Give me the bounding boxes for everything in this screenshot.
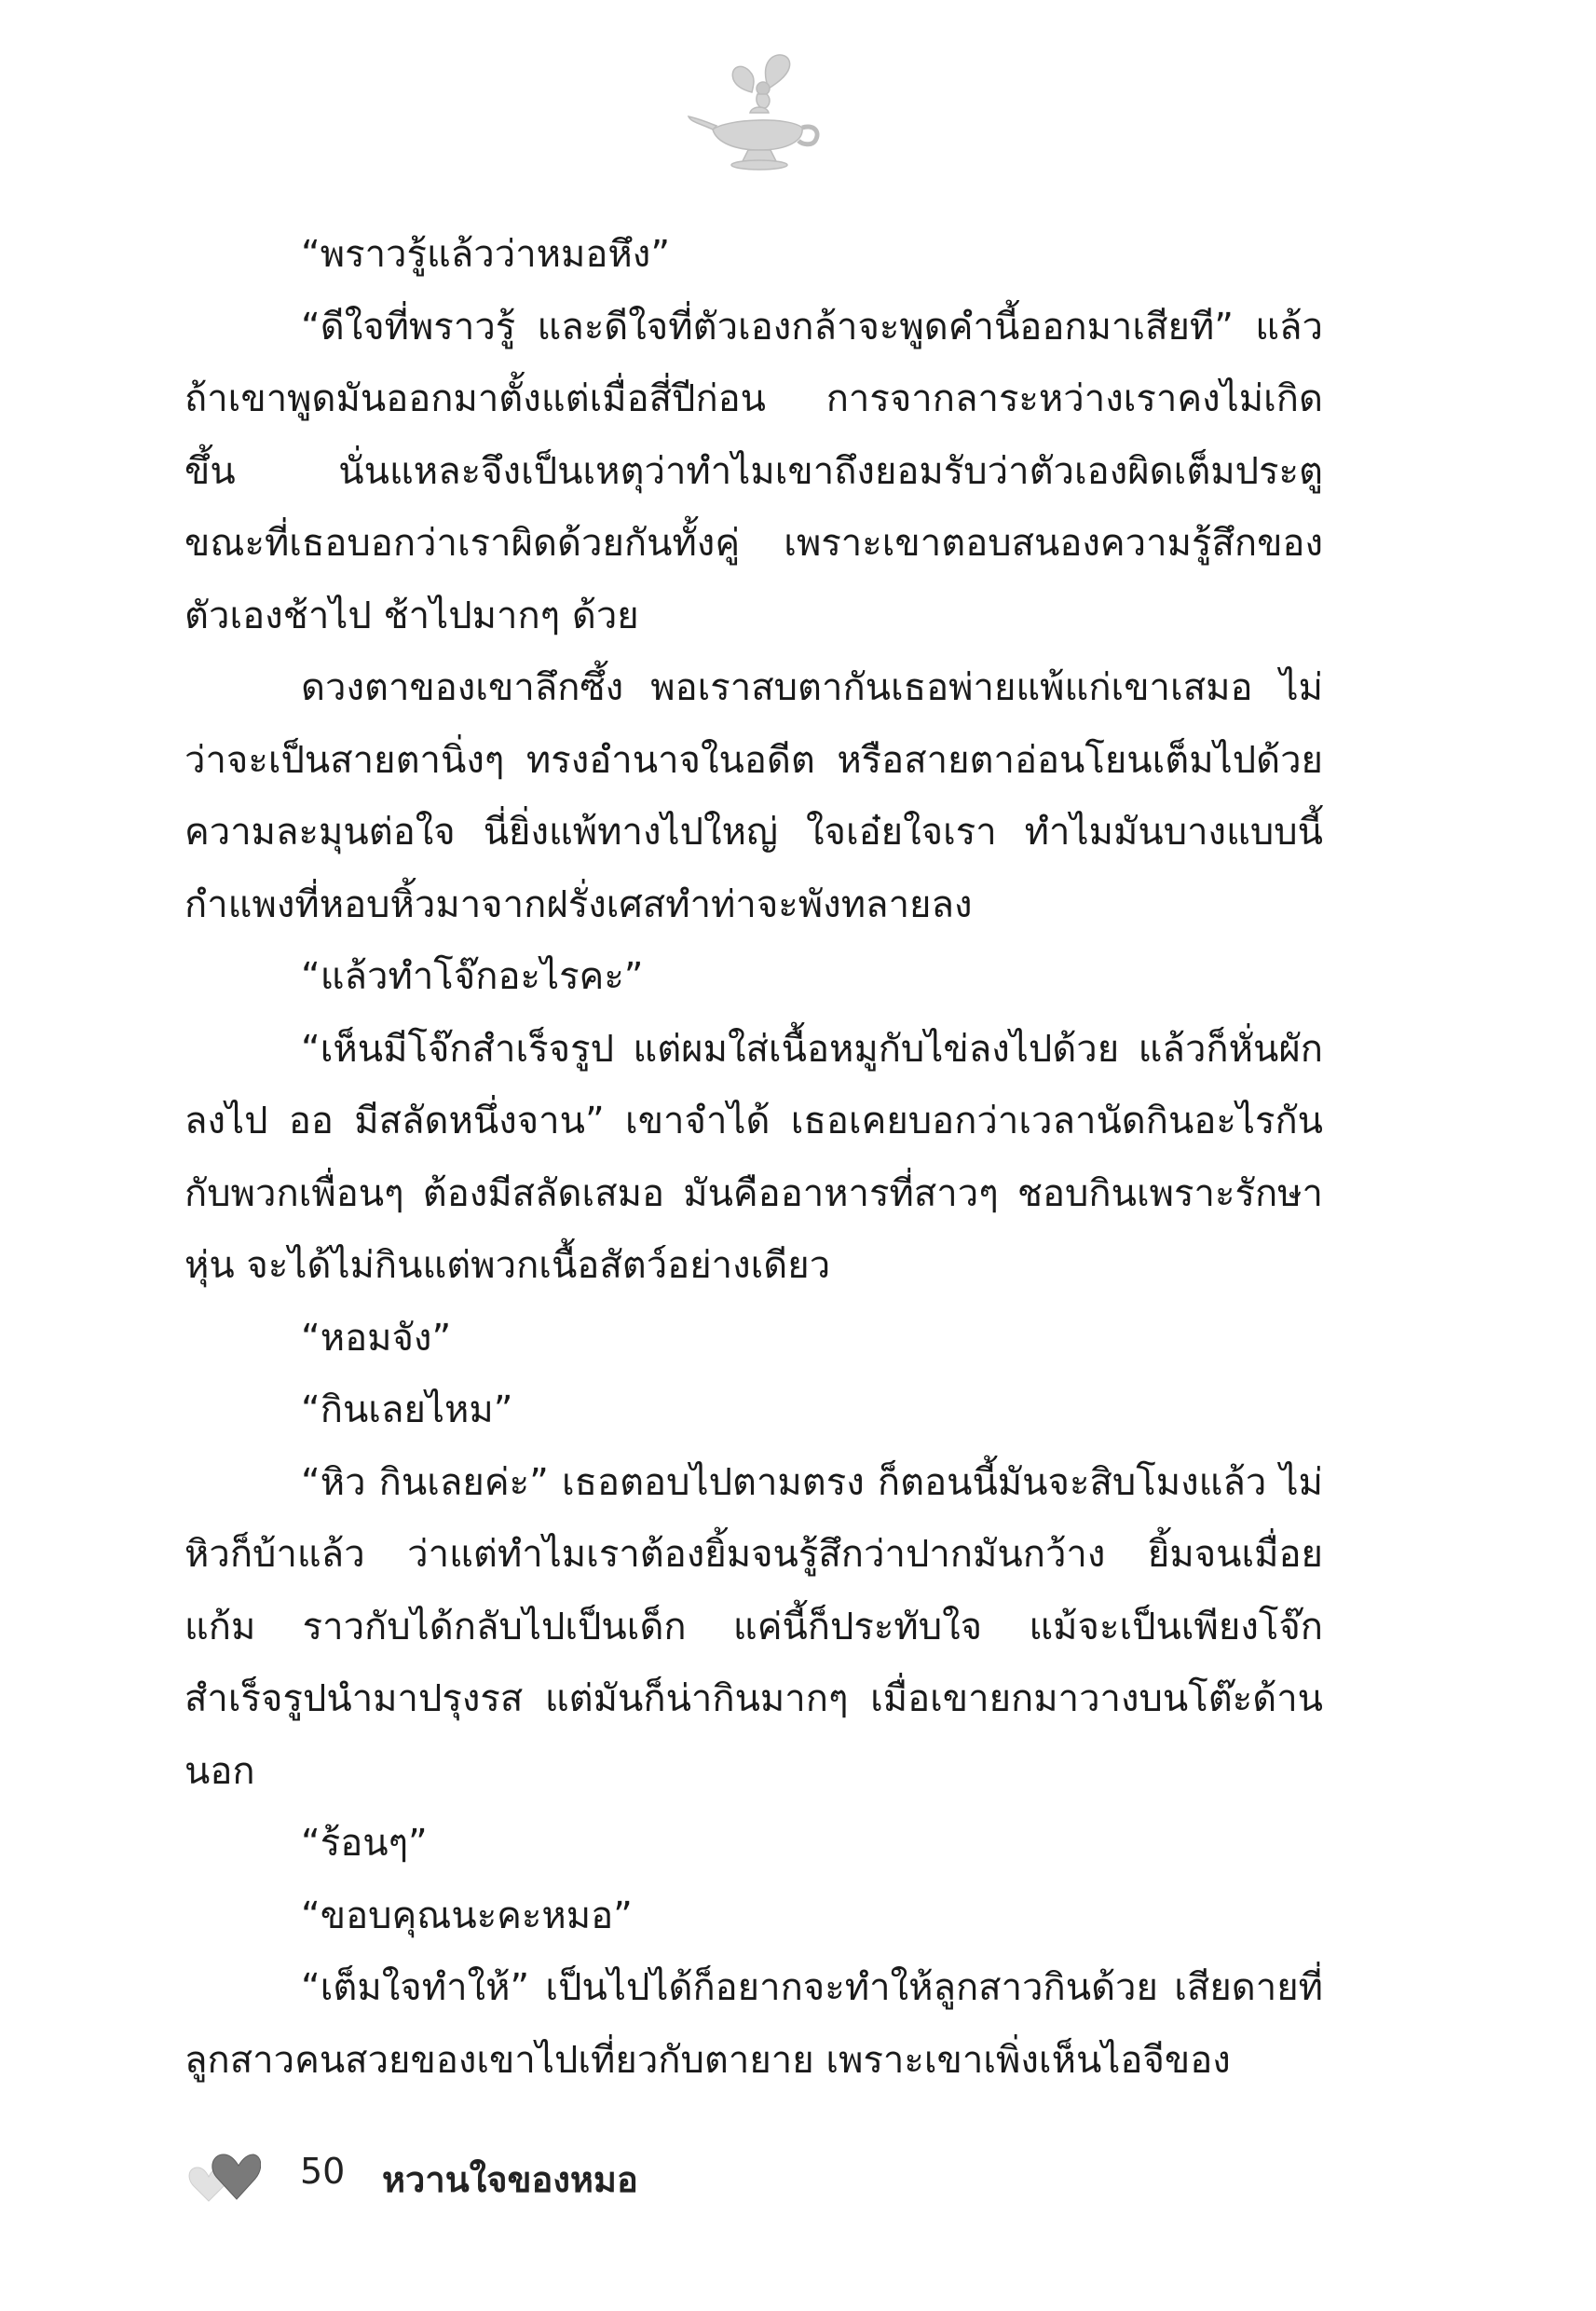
paragraph: ดวงตาของเขาลึกซึ้ง พอเราสบตากันเธอพ่ายแพ้แก่เขาเสมอ ไม่ว่าจะเป็นสายตานิ่งๆ ทรงอำนาจในอดีต หรือสายตาอ่อนโยนเต็มไปด้วยความละมุนต่อใจ นี่ยิ่งแพ้ทางไปใหญ่ ใจเอ๋ยใจเรา ทำไมมันบางแบบนี้ กำแพงที่หอบหิ้วมาจากฝรั่งเศสทำท่าจะพังทลายลง — [184, 666, 1323, 926]
body-text — [184, 219, 1323, 2097]
paragraph: “พราวรู้แล้วว่าหมอหึง” — [301, 233, 671, 276]
page-number: 50 — [300, 2151, 346, 2192]
paragraph: “กินเลยไหม” — [301, 1388, 513, 1431]
genie-lamp-cupid-icon — [685, 51, 825, 172]
paragraph: “หอมจัง” — [301, 1316, 452, 1360]
paragraph: “แล้วทำโจ๊กอะไรคะ” — [301, 955, 644, 998]
paragraph: “เห็นมีโจ๊กสำเร็จรูป แต่ผมใส่เนื้อหมูกับไข่ลงไปด้วย แล้วก็หั่นผักลงไป ออ มีสลัดหนึ่งจาน” เขาจำได้ เธอเคยบอกว่าเวลานัดกินอะไรกันกับพวกเพื่อนๆ ต้องมีสลัดเสมอ มันคืออาหารที่สาวๆ ชอบกินเพราะรักษาหุ่น จะได้ไม่กินแต่พวกเนื้อสัตว์อย่างเดียว — [184, 1027, 1323, 1287]
book-title: หวานใจของหมอ — [382, 2159, 638, 2200]
paragraph: “หิว กินเลยค่ะ” เธอตอบไปตามตรง ก็ตอนนี้มันจะสิบโมงแล้ว ไม่หิวก็บ้าแล้ว ว่าแต่ทำไมเราต้องยิ้มจนรู้สึกว่าปากมันกว้าง ยิ้มจนเมื่อยแก้ม ราวกับได้กลับไปเป็นเด็ก แค่นี้ก็ประทับใจ แม้จะเป็นเพียงโจ๊กสำเร็จรูปนำมาปรุงรส แต่มันก็น่ากินมากๆ เมื่อเขายกมาวางบนโต๊ะด้านนอก — [184, 1460, 1323, 1793]
paragraph: “เต็มใจทำให้” เป็นไปได้ก็อยากจะทำให้ลูกสาวกินด้วย เสียดายที่ลูกสาวคนสวยของเขาไปเที่ยวกับตายาย เพราะเขาเพิ่งเห็นไอจีของ — [184, 1966, 1323, 2082]
paragraph: “ดีใจที่พราวรู้ และดีใจที่ตัวเองกล้าจะพูดคำนี้ออกมาเสียที” แล้วถ้าเขาพูดมันออกมาตั้งแต่เมื่อสี่ปีก่อน การจากลาระหว่างเราคงไม่เกิดขึ้น นั่นแหละจึงเป็นเหตุว่าทำไมเขาถึงยอมรับว่าตัวเองผิดเต็มประตู ขณะที่เธอบอกว่าเราผิดด้วยกันทั้งคู่ เพราะเขาตอบสนองความรู้สึกของตัวเองช้าไป ช้าไปมากๆ ด้วย — [184, 305, 1323, 637]
page-footer — [184, 2141, 837, 2216]
hearts-icon — [184, 2149, 261, 2208]
paragraph: “ขอบคุณนะคะหมอ” — [301, 1894, 633, 1937]
paragraph: “ร้อนๆ” — [301, 1822, 428, 1865]
